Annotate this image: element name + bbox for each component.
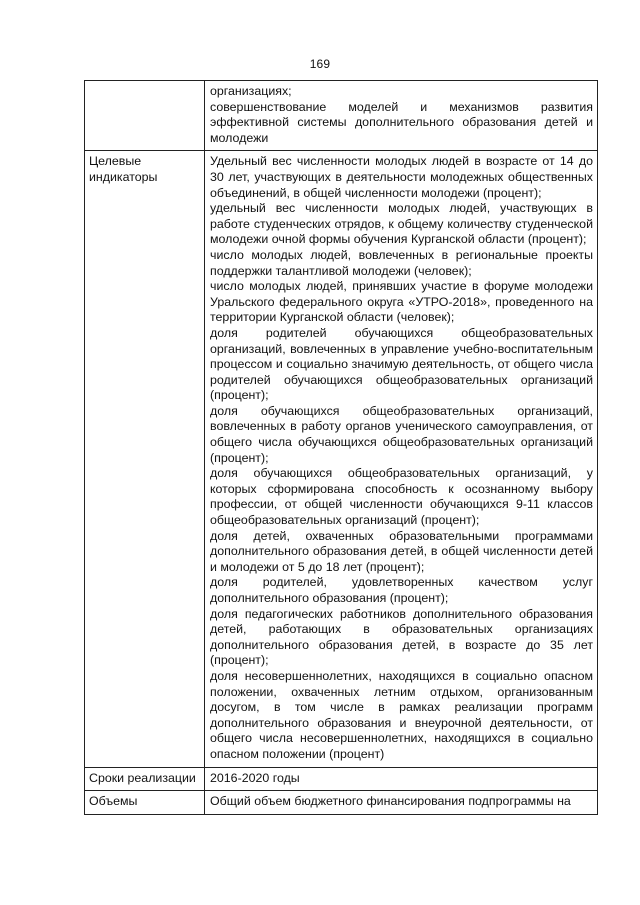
volumes-label: Объемы (85, 791, 205, 815)
label-cell-empty (85, 81, 205, 151)
table-row-continuation (85, 81, 598, 151)
table-row-volumes (85, 791, 598, 815)
table-row-implementation-period (85, 767, 598, 791)
implementation-period-text: 2016-2020 годы (205, 767, 598, 791)
target-indicators-label: Целевые индикаторы (85, 151, 205, 767)
target-indicators-text: Удельный вес численности молодых людей в возрасте от 14 до 30 лет, участвующих в деятельности молодежных общественных объединений, в общей численности молодежи (процент); удельный вес численности молодых людей, участвующих в работе студенческих отрядов, к общему количеству студенческой молодежи очной формы обучения Курганской области (процент); число молодых людей, вовлеченных в региональные проекты поддержки талантливой молодежи (человек); число молодых людей, принявших участие в форуме молодежи Уральского федерального округа «УТРО-2018», проведенного на территории Курганской области (человек); доля родителей обучающихся общеобразовательных организаций, вовлеченных в управление учебно-воспитательным процессом и социально значимую деятельность, от общего числа родителей обучающихся общеобразовательных организаций (процент); доля обучающихся общеобразовательных организаций, вовлеченных в работу органов ученического самоуправления, от общего числа обучающихся общеобразовательных организаций (процент); доля обучающихся общеобразовательных организаций, у которых сформирована способность к осознанному выбору профессии, от общей численности обучающихся 9-11 классов общеобразовательных организаций (процент); доля детей, охваченных образовательными программами дополнительного образования детей, в общей численности детей и молодежи от 5 до 18 лет (процент); доля родителей, удовлетворенных качеством услуг дополнительного образования (процент); доля педагогических работников дополнительного образования детей, работающих в образовательных организациях дополнительного образования детей, в возрасте до 35 лет (процент); доля несовершеннолетних, находящихся в социально опасном положении, охваченных летним отдыхом, организованным досугом, в том числе в рамках реализации программ дополнительного образования и внеурочной деятельности, от общего числа несовершеннолетних, находящихся в социально опасном положении (процент) (205, 151, 598, 767)
table-row-target-indicators (85, 151, 598, 767)
subprogram-passport-table (84, 80, 598, 815)
page-number: 169 (309, 57, 331, 71)
volumes-text: Общий объем бюджетного финансирования подпрограммы на (205, 791, 598, 815)
implementation-period-label: Сроки реализации (85, 767, 205, 791)
tasks-continuation-text: организациях; совершенствование моделей и механизмов развития эффективной системы дополнительного образования детей и молодежи (205, 81, 598, 151)
